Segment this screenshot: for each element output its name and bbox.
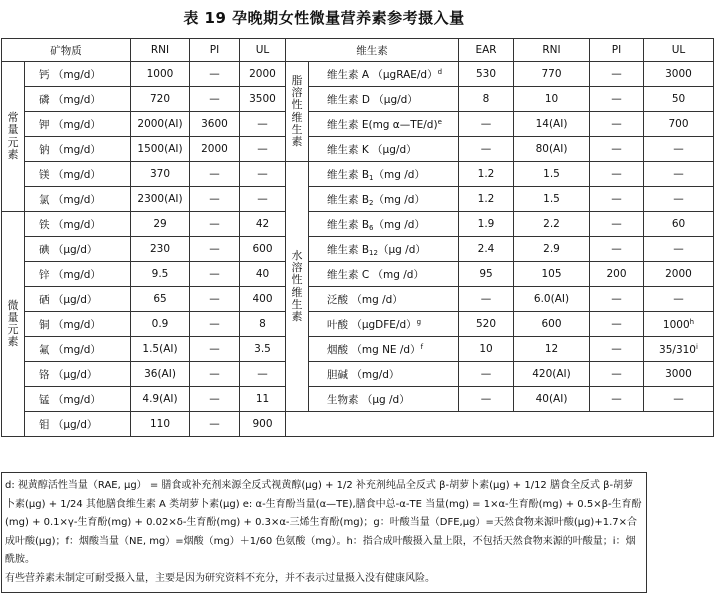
mineral-ul: — xyxy=(240,187,286,212)
vitamin-ear: 8 xyxy=(459,87,514,112)
category-char: 常 xyxy=(7,111,19,125)
mineral-ul: — xyxy=(240,112,286,137)
vitamin-pi: — xyxy=(590,312,644,337)
vitamin-pi: — xyxy=(590,112,644,137)
category-char: 量 xyxy=(7,310,19,324)
vitamin-name xyxy=(309,237,459,262)
vitamin-ul xyxy=(644,312,714,337)
vitamin-unit: （mg /d） xyxy=(373,218,425,231)
category-char: 溶 xyxy=(291,261,303,275)
mineral-rni: 0.9 xyxy=(131,312,190,337)
table-row xyxy=(2,187,714,212)
header-pi: PI xyxy=(190,39,240,62)
vitamin-name xyxy=(309,337,459,362)
category-trace-minerals xyxy=(2,212,25,437)
vitamin-ul-value: 700 xyxy=(668,118,689,130)
mineral-pi: — xyxy=(190,262,240,287)
category-fat-soluble xyxy=(286,62,309,162)
vitamin-rni: 770 xyxy=(514,62,590,87)
category-char: 元 xyxy=(7,323,19,336)
category-macro-minerals xyxy=(2,62,25,212)
header-ul: UL xyxy=(240,39,286,62)
vitamin-ul-value: 2000 xyxy=(665,268,692,280)
table-row xyxy=(2,212,714,237)
vitamin-name-text: 维生素 B xyxy=(327,168,370,181)
vitamin-name xyxy=(309,187,459,212)
vitamin-subscript: 1 xyxy=(369,173,374,182)
vitamin-name xyxy=(309,312,459,337)
category-char: 素 xyxy=(7,335,19,349)
vitamin-ear: 95 xyxy=(459,262,514,287)
vitamin-name xyxy=(309,62,459,87)
vitamin-name-text: 烟酸 （mg NE /d） xyxy=(327,343,421,356)
category-char: 维 xyxy=(291,285,303,299)
vitamin-pi: 200 xyxy=(590,262,644,287)
vitamin-pi: — xyxy=(590,62,644,87)
category-char: 素 xyxy=(291,134,303,148)
mineral-ul: 11 xyxy=(240,387,286,412)
mineral-name: 碘 （μg/d） xyxy=(25,237,131,262)
mineral-ul: — xyxy=(240,137,286,162)
vitamin-ul-value: — xyxy=(673,243,684,255)
table-row xyxy=(2,87,714,112)
table-row xyxy=(2,412,714,437)
vitamin-name-text: 维生素 A （μgRAE/d） xyxy=(327,68,438,81)
vitamin-rni: 12 xyxy=(514,337,590,362)
vitamin-ear: 10 xyxy=(459,337,514,362)
mineral-pi: — xyxy=(190,287,240,312)
vitamin-ul xyxy=(644,237,714,262)
vitamin-ul-value: 50 xyxy=(671,93,686,105)
vitamin-rni: 2.2 xyxy=(514,212,590,237)
mineral-name: 钙 （mg/d） xyxy=(25,62,131,87)
vitamin-ul-value: — xyxy=(673,293,684,305)
footnote-marker: e xyxy=(437,117,442,126)
category-char: 溶 xyxy=(291,86,303,100)
vitamin-ul xyxy=(644,212,714,237)
vitamin-ul xyxy=(644,62,714,87)
empty-vitamin-cell xyxy=(286,412,714,437)
table-title: 表 19 孕晚期女性微量营养素参考摄入量 xyxy=(183,9,465,27)
vitamin-ear: — xyxy=(459,287,514,312)
category-char: 性 xyxy=(291,98,303,112)
mineral-name: 钾 （mg/d） xyxy=(25,112,131,137)
mineral-rni: 720 xyxy=(131,87,190,112)
vitamin-ul xyxy=(644,137,714,162)
mineral-rni: 230 xyxy=(131,237,190,262)
vitamin-unit: （mg /d） xyxy=(373,193,425,206)
mineral-pi: — xyxy=(190,237,240,262)
vitamin-name xyxy=(309,362,459,387)
mineral-ul: 42 xyxy=(240,212,286,237)
vitamin-name-text: 维生素 B xyxy=(327,243,370,256)
vitamin-ul xyxy=(644,162,714,187)
vitamin-pi: — xyxy=(590,337,644,362)
mineral-rni: 9.5 xyxy=(131,262,190,287)
mineral-name: 磷 （mg/d） xyxy=(25,87,131,112)
vitamin-ear: — xyxy=(459,387,514,412)
header-rni: RNI xyxy=(131,39,190,62)
header-vitamin: 维生素 xyxy=(286,39,459,62)
vitamin-ear: — xyxy=(459,137,514,162)
vitamin-ul xyxy=(644,112,714,137)
vitamin-pi: — xyxy=(590,287,644,312)
vitamin-ul-value: — xyxy=(673,143,684,155)
mineral-pi: 2000 xyxy=(190,137,240,162)
vitamin-ul-value: 3000 xyxy=(665,368,692,380)
vitamin-ul-value: 3000 xyxy=(665,68,692,80)
table-row xyxy=(2,62,714,87)
table-row xyxy=(2,237,714,262)
vitamin-ear: — xyxy=(459,362,514,387)
table-row xyxy=(2,287,714,312)
mineral-ul: 3.5 xyxy=(240,337,286,362)
header-mineral: 矿物质 xyxy=(2,39,131,62)
mineral-pi: — xyxy=(190,337,240,362)
vitamin-name-text: 生物素 （μg /d） xyxy=(327,393,410,406)
mineral-pi: — xyxy=(190,412,240,437)
mineral-name: 氟 （mg/d） xyxy=(25,337,131,362)
vitamin-pi: — xyxy=(590,387,644,412)
mineral-ul: — xyxy=(240,162,286,187)
vitamin-name xyxy=(309,387,459,412)
table-header-row xyxy=(2,39,714,62)
footnote-marker: g xyxy=(416,317,422,326)
vitamin-name xyxy=(309,287,459,312)
vitamin-name-text: 维生素 B xyxy=(327,218,370,231)
vitamin-pi: — xyxy=(590,162,644,187)
vitamin-pi: — xyxy=(590,362,644,387)
vitamin-name-text: 胆碱 （mg/d） xyxy=(327,368,400,381)
vitamin-rni: 2.9 xyxy=(514,237,590,262)
mineral-name: 锰 （mg/d） xyxy=(25,387,131,412)
vitamin-rni: 600 xyxy=(514,312,590,337)
vitamin-pi: — xyxy=(590,137,644,162)
mineral-pi: 3600 xyxy=(190,112,240,137)
table-row xyxy=(2,362,714,387)
vitamin-name xyxy=(309,162,459,187)
mineral-name: 锌 （mg/d） xyxy=(25,262,131,287)
footnote-disclaimer: 有些营养素未制定可耐受摄入量，主要是因为研究资料不充分，并不表示过量摄入没有健康风险。 xyxy=(5,572,435,584)
mineral-ul: — xyxy=(240,362,286,387)
vitamin-rni: 14(AI) xyxy=(514,112,590,137)
mineral-ul: 3500 xyxy=(240,87,286,112)
vitamin-unit: （mg /d） xyxy=(373,168,425,181)
category-char: 素 xyxy=(7,147,19,161)
vitamin-rni: 10 xyxy=(514,87,590,112)
vitamin-name-text: 泛酸 （mg /d） xyxy=(327,293,403,306)
table-row xyxy=(2,337,714,362)
vitamin-ul-value: 60 xyxy=(671,218,686,230)
category-water-soluble xyxy=(286,162,309,412)
mineral-ul: 900 xyxy=(240,412,286,437)
vitamin-unit: （μg /d） xyxy=(377,243,426,256)
vitamin-ul xyxy=(644,87,714,112)
vitamin-ear: 530 xyxy=(459,62,514,87)
category-char: 素 xyxy=(291,309,303,323)
vitamin-name-text: 叶酸 （μgDFE/d） xyxy=(327,318,417,331)
mineral-pi: — xyxy=(190,312,240,337)
header-rni-vitamin: RNI xyxy=(514,39,590,62)
category-char: 生 xyxy=(291,297,303,311)
mineral-pi: — xyxy=(190,362,240,387)
mineral-pi: — xyxy=(190,212,240,237)
vitamin-rni: 40(AI) xyxy=(514,387,590,412)
vitamin-subscript: 12 xyxy=(369,248,378,257)
mineral-name: 铜 （mg/d） xyxy=(25,312,131,337)
mineral-pi: — xyxy=(190,187,240,212)
mineral-ul: 8 xyxy=(240,312,286,337)
table-row xyxy=(2,387,714,412)
mineral-pi: — xyxy=(190,162,240,187)
mineral-name: 硒 （μg/d） xyxy=(25,287,131,312)
vitamin-pi: — xyxy=(590,212,644,237)
table-row xyxy=(2,137,714,162)
footnote-marker: h xyxy=(689,317,695,326)
vitamin-subscript: 2 xyxy=(369,198,374,207)
mineral-rni: 370 xyxy=(131,162,190,187)
vitamin-name-text: 维生素 E(mg α—TE/d) xyxy=(327,118,438,131)
vitamin-rni: 1.5 xyxy=(514,162,590,187)
vitamin-ear: 1.2 xyxy=(459,162,514,187)
mineral-ul: 40 xyxy=(240,262,286,287)
header-ul-vitamin: UL xyxy=(644,39,714,62)
vitamin-ul-value: — xyxy=(673,393,684,405)
vitamin-name xyxy=(309,112,459,137)
vitamin-ul xyxy=(644,337,714,362)
vitamin-subscript: 6 xyxy=(369,223,374,232)
vitamin-ear: 2.4 xyxy=(459,237,514,262)
mineral-pi: — xyxy=(190,62,240,87)
header-pi-vitamin: PI xyxy=(590,39,644,62)
vitamin-ear: 1.9 xyxy=(459,212,514,237)
mineral-rni: 4.9(AI) xyxy=(131,387,190,412)
mineral-name: 铁 （mg/d） xyxy=(25,212,131,237)
vitamin-ul-value: 35/310 xyxy=(659,343,696,356)
vitamin-ul xyxy=(644,262,714,287)
vitamin-ul xyxy=(644,362,714,387)
mineral-rni: 2000(AI) xyxy=(131,112,190,137)
vitamin-rni: 105 xyxy=(514,262,590,287)
vitamin-ul xyxy=(644,387,714,412)
category-char: 微 xyxy=(7,298,19,312)
footnote-marker: i xyxy=(696,342,698,351)
vitamin-ul-value: — xyxy=(673,168,684,180)
vitamin-ul xyxy=(644,187,714,212)
vitamin-ul xyxy=(644,287,714,312)
mineral-rni: 36(AI) xyxy=(131,362,190,387)
vitamin-name xyxy=(309,212,459,237)
mineral-rni: 29 xyxy=(131,212,190,237)
category-char: 性 xyxy=(291,273,303,287)
category-char: 生 xyxy=(291,122,303,136)
mineral-rni: 1500(AI) xyxy=(131,137,190,162)
mineral-name: 镁 （mg/d） xyxy=(25,162,131,187)
mineral-pi: — xyxy=(190,387,240,412)
mineral-rni: 65 xyxy=(131,287,190,312)
nutrient-table xyxy=(1,38,714,437)
vitamin-rni: 1.5 xyxy=(514,187,590,212)
vitamin-ear: 1.2 xyxy=(459,187,514,212)
category-char: 维 xyxy=(291,110,303,124)
category-char: 脂 xyxy=(291,74,303,88)
mineral-name: 氯 （mg/d） xyxy=(25,187,131,212)
vitamin-name-text: 维生素 K （μg/d） xyxy=(327,143,417,156)
mineral-rni: 1000 xyxy=(131,62,190,87)
footnote-marker: d xyxy=(437,67,443,76)
vitamin-name-text: 维生素 B xyxy=(327,193,370,206)
vitamin-ear: 520 xyxy=(459,312,514,337)
mineral-name: 钼 （μg/d） xyxy=(25,412,131,437)
vitamin-pi: — xyxy=(590,237,644,262)
mineral-ul: 400 xyxy=(240,287,286,312)
vitamin-ul-value: 1000 xyxy=(662,318,690,331)
vitamin-rni: 6.0(AI) xyxy=(514,287,590,312)
table-row xyxy=(2,262,714,287)
mineral-rni: 1.5(AI) xyxy=(131,337,190,362)
footnote-marker: f xyxy=(420,342,424,351)
vitamin-ear: — xyxy=(459,112,514,137)
mineral-ul: 600 xyxy=(240,237,286,262)
table-row xyxy=(2,312,714,337)
vitamin-name xyxy=(309,262,459,287)
mineral-name: 铬 （μg/d） xyxy=(25,362,131,387)
vitamin-ul-value: — xyxy=(673,193,684,205)
category-char: 水 xyxy=(291,249,303,263)
table-row xyxy=(2,162,714,187)
vitamin-name xyxy=(309,87,459,112)
table-row xyxy=(2,112,714,137)
vitamin-pi: — xyxy=(590,187,644,212)
footnote-definitions: d: 视黄醇活性当量（RAE, μg） = 膳食或补充剂来源全反式视黄醇(μg) + 1/2 补充剂纯品全反式 β-胡萝卜素(μg) + 1/12 膳食全反式 β-胡萝卜素(μg) + 1/24 其他膳食维生素 A 类胡萝卜素(μg) e: α-生育酚当量(α—TE),膳食中总-α-TE 当量(mg) = 1×α-生育酚(mg) + 0.5×β-生育酚(mg) + 0.1×γ-生育酚(mg) + 0.02×δ-生育酚(mg) + 0.3×α-三烯生育酚(mg)；g：叶酸当量（DFE,μg）=天然食物来源叶酸(μg)+1.7×合成叶酸(μg)；f：烟酸当量（NE, mg）=烟酸（mg）＋1/60 色氨酸（mg）。h：指合成叶酸摄入量上限，不包括天然食物来源的叶酸量；i：烟酰胺。 xyxy=(5,480,642,565)
category-char: 元 xyxy=(7,135,19,149)
mineral-pi: — xyxy=(190,87,240,112)
header-ear: EAR xyxy=(459,39,514,62)
vitamin-name-text: 维生素 D （μg/d） xyxy=(327,93,418,106)
vitamin-pi: — xyxy=(590,87,644,112)
mineral-name: 钠 （mg/d） xyxy=(25,137,131,162)
category-char: 量 xyxy=(7,123,19,137)
vitamin-rni: 420(AI) xyxy=(514,362,590,387)
mineral-ul: 2000 xyxy=(240,62,286,87)
vitamin-name xyxy=(309,137,459,162)
mineral-rni: 2300(AI) xyxy=(131,187,190,212)
vitamin-name-text: 维生素 C （mg /d） xyxy=(327,268,424,281)
vitamin-rni: 80(AI) xyxy=(514,137,590,162)
footnotes xyxy=(1,472,647,593)
mineral-rni: 110 xyxy=(131,412,190,437)
